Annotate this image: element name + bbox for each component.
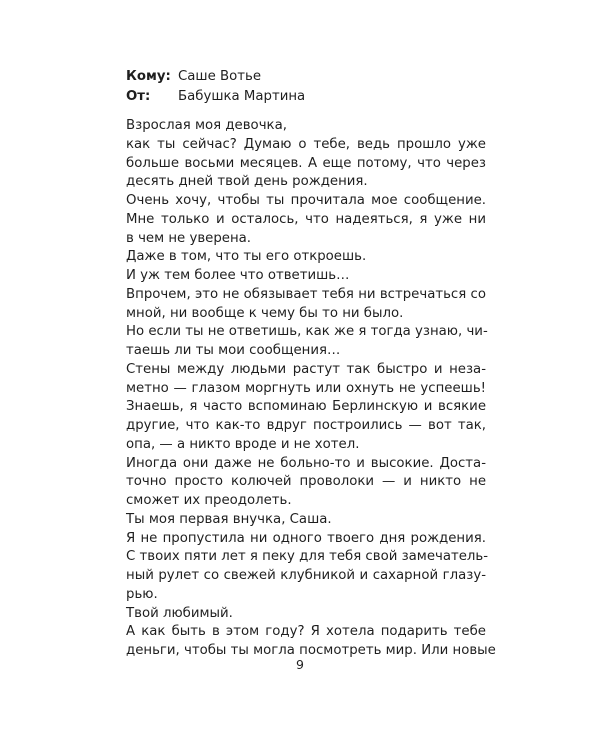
text-line: сможет их преодолеть. (126, 493, 292, 508)
text-line: рью. (126, 586, 158, 602)
text-line: десять дней твой день рождения. (126, 174, 368, 190)
sender-name: Бабушка Мартина (178, 89, 306, 104)
recipient-name: Саше Вотье (178, 69, 262, 84)
text-line: Твой любимый. (126, 605, 233, 621)
text-line: Иногда они даже не больно-то и высокие. Доста- (126, 455, 486, 471)
text-line: деньги, чтобы ты могла посмотреть мир. Или новые (126, 643, 496, 658)
text-line: как ты сейчас? Думаю о тебе, ведь прошло уже (126, 136, 486, 152)
recipient-label: Кому: (126, 69, 171, 84)
text-line: Ты моя первая внучка, Саша. (126, 511, 332, 527)
text-line: Знаешь, я часто вспоминаю Берлинскую и всякие (126, 399, 486, 415)
text-line: А как быть в этом году? Я хотела подарить тебе (126, 624, 486, 640)
text-line: мной, ни вообще к чему бы то ни было. (126, 305, 404, 321)
text-line: опа, — а никто вроде и не хотел. (126, 436, 360, 452)
text-line: таешь ли ты мои сообщения… (126, 343, 341, 358)
text-line: Но если ты не ответишь, как же я тогда узнаю, чи- (126, 324, 488, 340)
text-line: Я не пропустила ни одного твоего дня рождения. (126, 530, 486, 546)
text-line: другие, что как-то вдруг построились — вот так, (126, 418, 486, 433)
message-header (126, 67, 305, 107)
text-line: Взрослая моя девочка, (126, 118, 287, 133)
text-line: точно просто колючей проволоки — и никто не (126, 474, 486, 490)
text-line: ный рулет со свежей клубникой и сахарной глазу- (126, 568, 486, 583)
page-number: 9 (296, 657, 304, 672)
recipient-row (126, 67, 305, 87)
text-line: больше восьми месяцев. А еще потому, что через (126, 155, 486, 171)
text-line: Впрочем, это не обязывает тебя ни встречаться со (126, 286, 486, 302)
sender-label: От: (126, 89, 151, 104)
text-line: Даже в том, что ты его откроешь. (126, 249, 367, 265)
text-line: Стены между людьми растут так быстро и неза- (126, 361, 486, 377)
text-line: Очень хочу, чтобы ты прочитала мое сообщение. (126, 193, 486, 208)
text-line: С твоих пяти лет я пеку для тебя свой замечатель- (126, 549, 489, 565)
text-line: Мне только и осталось, что надеяться, я уже ни (126, 211, 486, 227)
text-line: И уж тем более что ответишь… (126, 268, 350, 283)
text-line: метно — глазом моргнуть или охнуть не успеешь! (126, 380, 486, 396)
text-line: в чем не уверена. (126, 230, 252, 246)
letter-body (126, 117, 496, 661)
sender-row (126, 87, 305, 107)
